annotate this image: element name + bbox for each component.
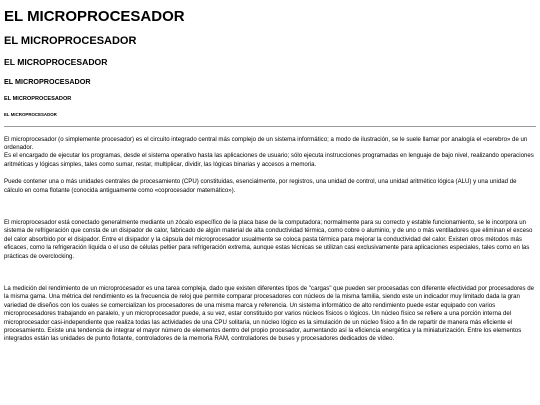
heading-level-5: EL MICROPROCESADOR [4, 96, 72, 103]
heading-level-1: EL MICROPROCESADOR [4, 8, 185, 25]
paragraph-execution: Es el encargado de ejecutar los programas, desde el sistema operativo hasta las aplicaciones de usuario; sólo ejecuta instrucciones programadas en lenguaje de bajo nivel, realizando operaciones aritméticas y lógicas simples, tales como sumar, restar, multiplicar, dividir, las lógicas binarias y accesos a memoria. [4, 152, 534, 168]
paragraph-cooling: El microprocesador está conectado generalmente mediante un zócalo específico de la placa base de la computadora; normalmente para su correcto y estable funcionamiento, se le incorpora un sistema de refrigeración que consta de un disipador de calor, fabricado de algún material de alta conductividad térmica, como cobre o aluminio, y de uno o más ventiladores que eliminan el exceso del calor absorbido por el disipador. Entre el disipador y la cápsula del microprocesador usualmente se coloca pasta térmica para mejorar la conductividad del calor. Existen otros métodos más eficaces, como la refrigeración líquida o el uso de células peltier para refrigeración extrema, aunque estas técnicas se utilizan casi exclusivamente para aplicaciones especiales, tales como en las prácticas de overclocking. [4, 218, 533, 260]
horizontal-divider [4, 126, 536, 127]
heading-level-3: EL MICROPROCESADOR [4, 56, 108, 67]
document-page [4, 8, 536, 344]
paragraph-definition: El microprocesador (o simplemente procesador) es el circuito integrado central más complejo de un sistema informático; a modo de ilustración, se le suele llamar por analogía el «cerebro» de un ordenador. [4, 135, 528, 151]
heading-level-4: EL MICROPROCESADOR [4, 76, 91, 86]
heading-level-6: EL MICROPROCESADOR [4, 112, 57, 118]
paragraph-performance: La medición del rendimiento de un microprocesador es una tarea compleja, dado que existen diferentes tipos de "cargas" que pueden ser procesadas con diferente efectividad por procesadores de la misma gama. Una métrica del rendimiento es la frecuencia de reloj que permite comparar procesadores con núcleos de la misma familia, siendo este un indicador muy limitado dada la gran variedad de diseños con los cuales se comercializan los procesadores de una misma marca y referencia. Un sistema informático de alto rendimiento puede estar equipado con varios microprocesadores trabajando en paralelo, y un microprocesador puede, a su vez, estar constituido por varios núcleos físicos o lógicos. Un núcleo físico se refiere a una porción interna del microprocesador casi-independiente que realiza todas las actividades de una CPU solitaria, un núcleo lógico es la simulación de un núcleo físico a fin de repartir de manera más eficiente el procesamiento. Existe una tendencia de integrar el mayor número de elementos dentro del propio procesador, aumentando así la eficiencia energética y la miniaturización. Entre los elementos integrados están las unidades de punto flotante, controladores de la memoria RAM, controladores de buses y procesadores dedicados de vídeo. [4, 285, 535, 343]
paragraph-cpu-components: Puede contener una o más unidades centrales de procesamiento (CPU) constituidas, esencialmente, por registros, una unidad de control, una unidad aritmético lógica (ALU) y una unidad de cálculo en coma flotante (conocida antiguamente como «coprocesador matemático»). [4, 178, 517, 194]
heading-level-2: EL MICROPROCESADOR [4, 35, 137, 48]
